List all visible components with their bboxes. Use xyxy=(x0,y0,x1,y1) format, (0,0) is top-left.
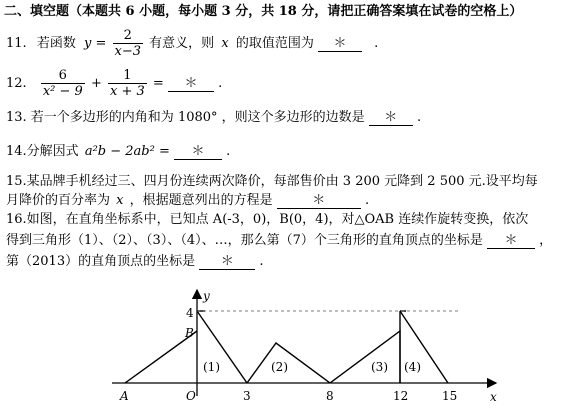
q14-pre: 14.分解因式 xyxy=(6,144,79,159)
q11-answer-blank[interactable]: ＊ xyxy=(318,37,362,52)
section-title: 二、填空题（本题共 6 小题，每小题 3 分，共 18 分，请把正确答案填在试卷的空格上） xyxy=(4,4,523,19)
q13-text: 13. 若一个多边形的内角和为 1080° ，则这个多边形的边数是 xyxy=(6,110,365,125)
x-tick-12: 12 xyxy=(393,389,409,403)
q11-mid: 有意义，则 xyxy=(149,36,215,51)
q13-end: . xyxy=(416,110,422,125)
q12-plus: + xyxy=(90,76,102,91)
q12-f2-num: 1 xyxy=(123,68,132,83)
q11-pre: 若函数 xyxy=(36,36,76,51)
q12-f1-num: 6 xyxy=(58,68,67,83)
q12-answer-blank[interactable]: ＊ xyxy=(168,77,214,92)
q12-f2-den: x + 3 xyxy=(110,84,145,99)
triangle-label-3: (3) xyxy=(371,360,388,374)
q11-x: x xyxy=(221,36,229,51)
y-axis-label: y xyxy=(203,289,210,303)
x-tick-15: 15 xyxy=(442,389,458,403)
q15-line2-mid: ，根据题意列出的方程是 xyxy=(129,193,273,208)
triangle-3 xyxy=(330,331,400,383)
triangle-label-4: (4) xyxy=(404,360,421,374)
q11-frac-den: x−3 xyxy=(114,44,142,59)
q11-eq: = xyxy=(95,36,107,51)
q15-x: x xyxy=(116,193,124,208)
q11-number: 11. xyxy=(6,36,27,51)
q12-number: 12. xyxy=(6,76,27,91)
q14-expression: a²b − 2ab² = xyxy=(84,144,170,159)
q14-answer-blank[interactable]: ＊ xyxy=(174,145,222,160)
q16-line1: 16.如图，在直角坐标系中，已知点 A(-3，0)，B(0，4)，对△OAB 连续作旋转变换，依次 xyxy=(6,212,529,227)
q13-answer-blank[interactable]: ＊ xyxy=(369,111,413,126)
point-b-label: B xyxy=(185,326,194,340)
q11-end: . xyxy=(374,36,379,51)
triangle-label-1: (1) xyxy=(203,360,220,374)
q12-f1-den: x² − 9 xyxy=(42,84,83,99)
x-axis-label: x xyxy=(490,390,497,404)
x-tick-8: 8 xyxy=(326,389,334,403)
q12-end: . xyxy=(218,76,223,91)
triangle-label-2: (2) xyxy=(271,360,288,374)
q11-frac-num: 2 xyxy=(123,28,132,43)
triangle-2 xyxy=(247,343,330,383)
q11-y: y xyxy=(83,36,92,51)
q15-end: . xyxy=(364,193,370,208)
q16-line2-end: ， xyxy=(539,233,553,248)
q14-end: . xyxy=(226,144,231,159)
y-tick-4: 4 xyxy=(186,306,194,320)
q11-post: 的取值范围为 xyxy=(235,36,314,51)
q15-line2-pre: 月降价的百分率为 xyxy=(6,193,111,208)
q16-line3-end: . xyxy=(259,254,264,269)
point-a-label: A xyxy=(120,389,129,403)
q16-line3: 第（2013）的直角顶点的坐标是 xyxy=(6,254,196,269)
q12-eq: = xyxy=(152,76,164,91)
q16-answer-blank-2[interactable]: ＊ xyxy=(199,255,255,270)
origin-label: O xyxy=(186,389,196,403)
q15-line1: 15.某品牌手机经过三、四月份连续两次降价，每部售价由 3 200 元降到 2 500 元.设平均每 xyxy=(6,174,538,189)
x-tick-3: 3 xyxy=(243,389,251,403)
q16-answer-blank-1[interactable]: ＊ xyxy=(487,234,535,249)
q15-answer-blank[interactable]: ＊ xyxy=(277,194,361,209)
q16-line2: 得到三角形（1）、（2）、（3）、（4）、…，那么第（7）个三角形的直角顶点的坐标是 xyxy=(6,233,483,248)
